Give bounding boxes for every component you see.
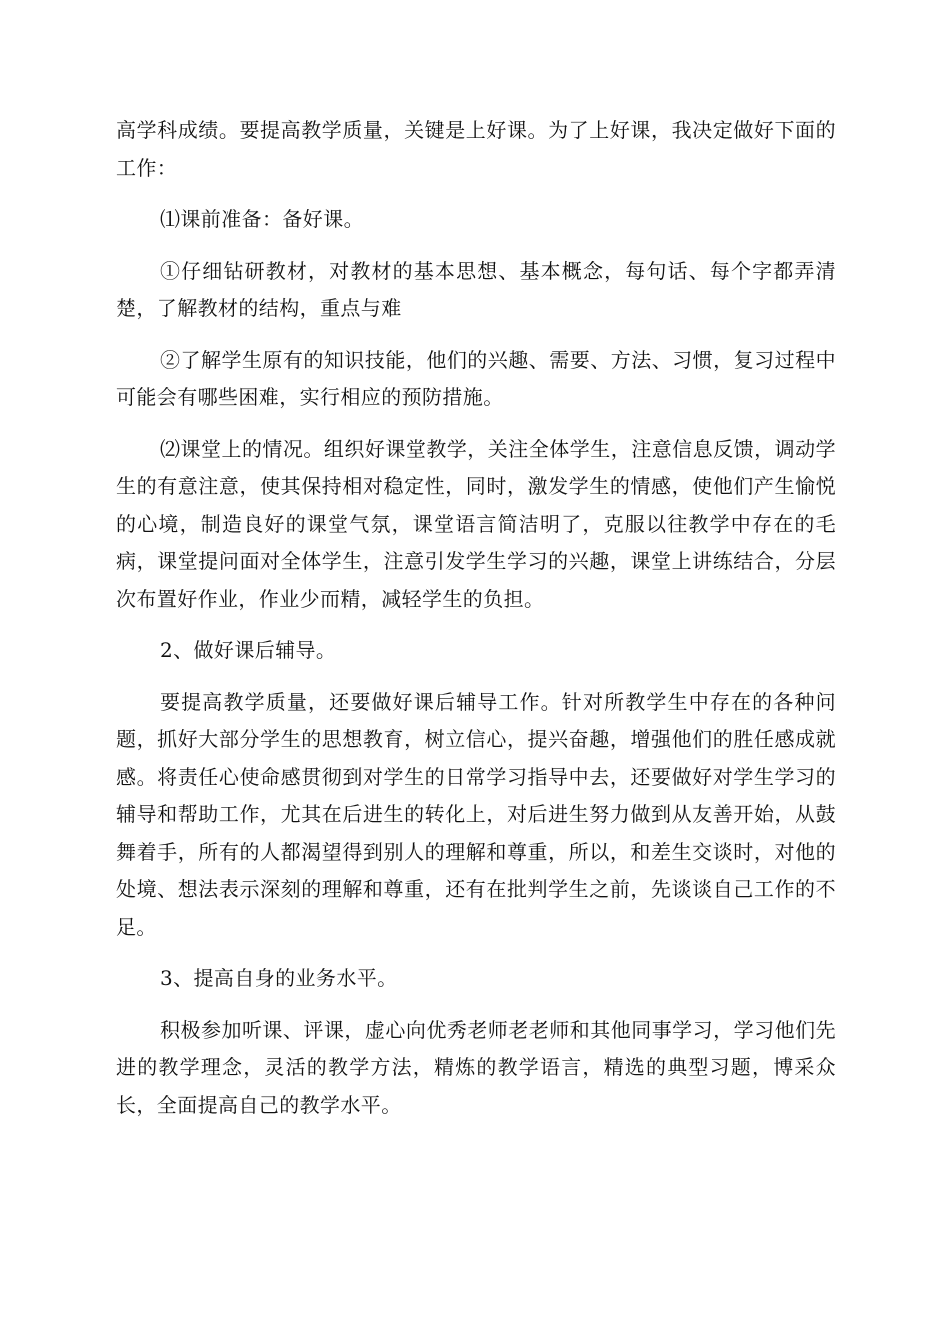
paragraph-study-textbook: ①仔细钻研教材，对教材的基本思想、基本概念，每句话、每个字都弄清楚，了解教材的结构，重点与难 bbox=[116, 258, 836, 320]
paragraph-classroom-situation: ⑵课堂上的情况。组织好课堂教学，关注全体学生，注意信息反馈，调动学生的有意注意，使其保持相对稳定性，同时，激发学生的情感，使他们产生愉悦的心境，制造良好的课堂气氛，课堂语言简洁明了，克服以往教学中存在的毛病，课堂提问面对全体学生，注意引发学生学习的兴趣，课堂上讲练结合，分层次布置好作业，作业少而精，减轻学生的负担。 bbox=[116, 436, 836, 611]
paragraph-understand-students: ②了解学生原有的知识技能，他们的兴趣、需要、方法、习惯，复习过程中可能会有哪些困难，实行相应的预防措施。 bbox=[116, 347, 836, 409]
paragraph-heading-tutoring: 2、做好课后辅导。 bbox=[160, 638, 337, 662]
paragraph-tutoring: 要提高教学质量，还要做好课后辅导工作。针对所教学生中存在的各种问题，抓好大部分学生的思想教育，树立信心，提兴奋趣，增强他们的胜任感成就感。将责任心使命感贯彻到对学生的日常学习指导中去，还要做好对学生学习的辅导和帮助工作，尤其在后进生的转化上，对后进生努力做到从友善开始，从鼓舞着手，所有的人都渴望得到别人的理解和尊重，所以，和差生交谈时，对他的处境、想法表示深刻的理解和尊重，还有在批判学生之前，先谈谈自己工作的不足。 bbox=[116, 689, 836, 939]
paragraph-lesson-preparation: ⑴课前准备：备好课。 bbox=[160, 207, 364, 231]
document-body bbox=[116, 112, 836, 1124]
paragraph-heading-professional-level: 3、提高自身的业务水平。 bbox=[160, 966, 398, 990]
paragraph-continuation: 高学科成绩。要提高教学质量，关键是上好课。为了上好课，我决定做好下面的工作： bbox=[116, 118, 836, 180]
paragraph-professional-level: 积极参加听课、评课，虚心向优秀老师老老师和其他同事学习，学习他们先进的教学理念，灵活的教学方法，精炼的教学语言，精选的典型习题，博采众长，全面提高自己的教学水平。 bbox=[116, 1017, 836, 1117]
